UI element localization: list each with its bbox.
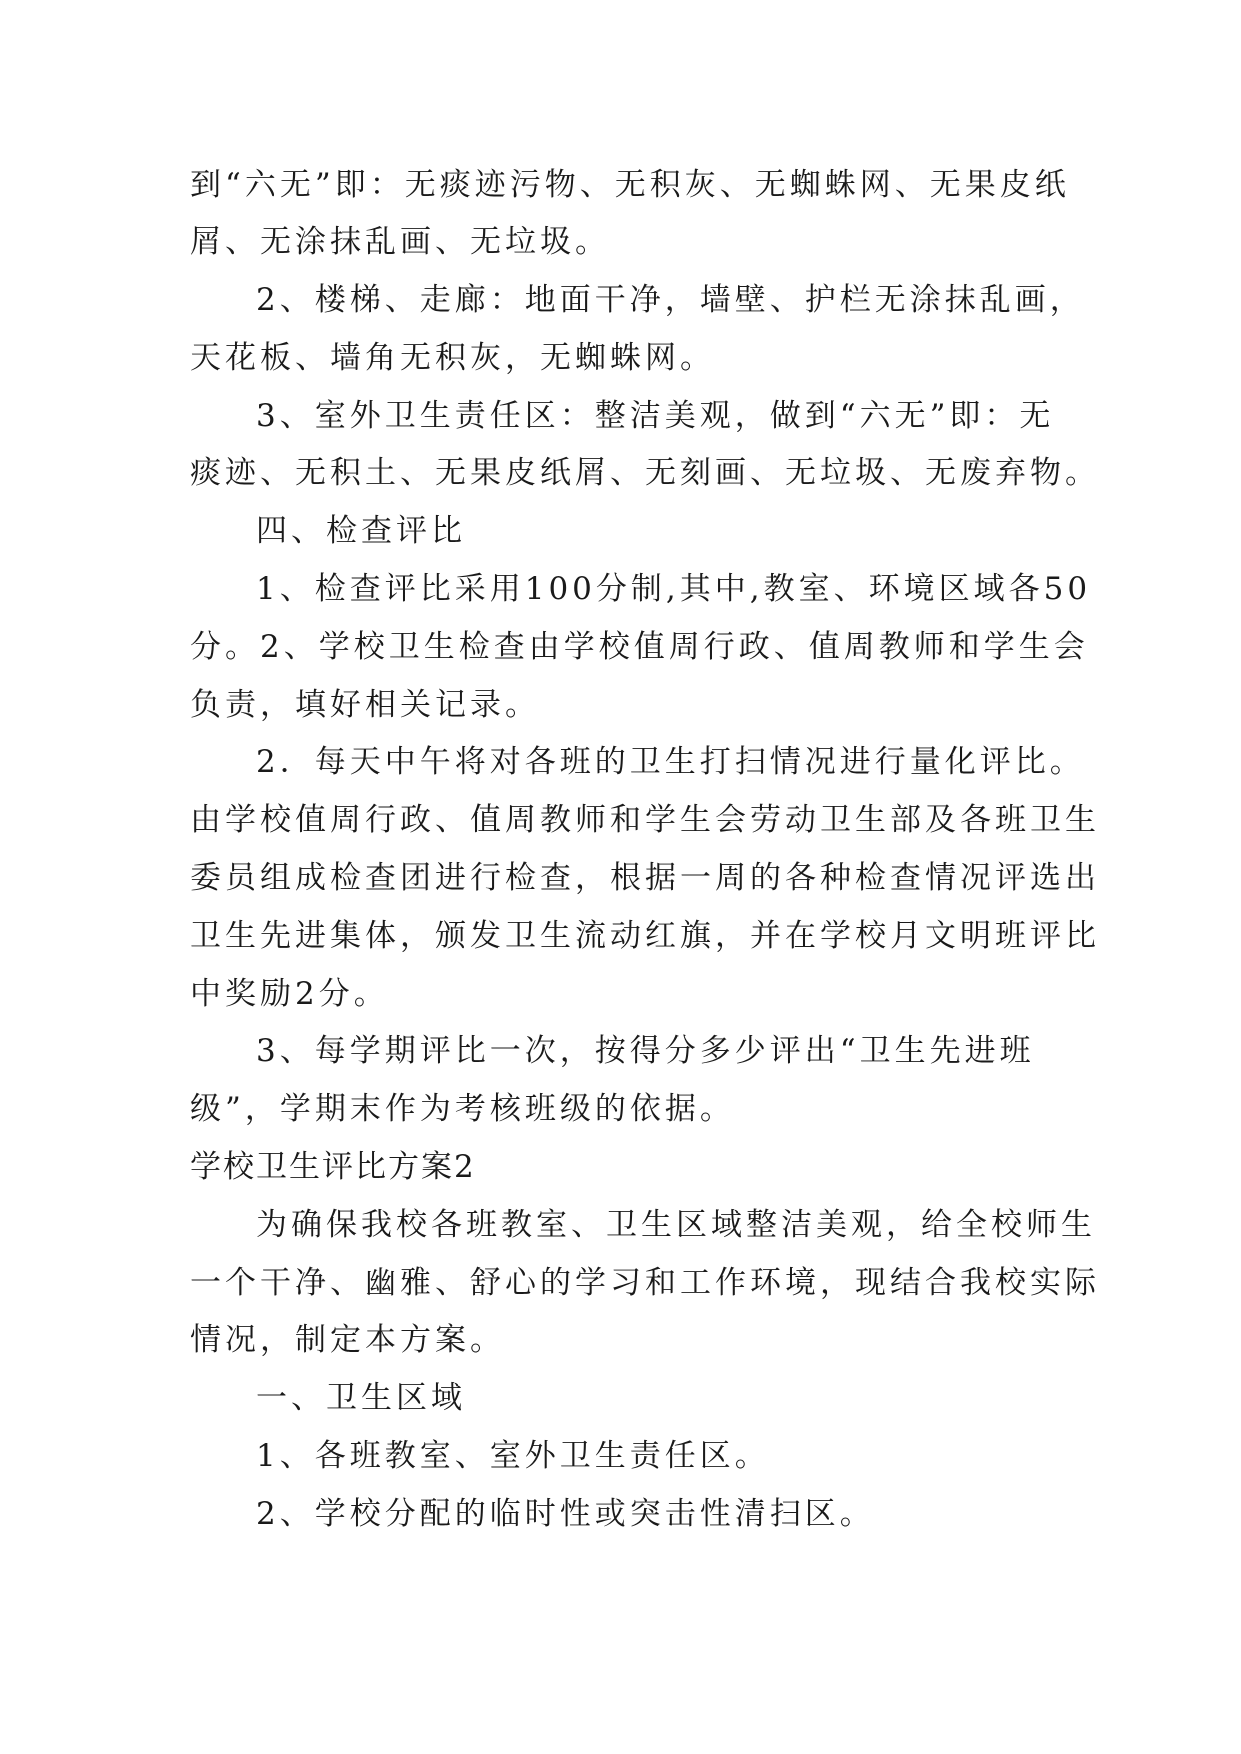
text-line: 到“六无”即：无痰迹污物、无积灰、无蜘蛛网、无果皮纸 bbox=[190, 167, 1070, 203]
paragraph-line: 1、检查评比采用100分制,其中,教室、环境区域各50 bbox=[256, 571, 1092, 607]
paragraph-line: 2．每天中午将对各班的卫生打扫情况进行量化评比。 bbox=[256, 744, 1085, 780]
text-line: 委员组成检查团进行检查，根据一周的各种检查情况评选出 bbox=[190, 860, 1100, 896]
paragraph-line: 为确保我校各班教室、卫生区域整洁美观，给全校师生 bbox=[256, 1207, 1096, 1243]
paragraph-line: 3、室外卫生责任区：整洁美观，做到“六无”即：无 bbox=[256, 398, 1055, 434]
paragraph-line: 1、各班教室、室外卫生责任区。 bbox=[256, 1438, 770, 1474]
text-line: 分。2、学校卫生检查由学校值周行政、值周教师和学生会 bbox=[190, 629, 1089, 665]
paragraph-line: 2、楼梯、走廊：地面干净，墙壁、护栏无涂抹乱画， bbox=[256, 282, 1085, 318]
paragraph-line: 3、每学期评比一次，按得分多少评出“卫生先进班 bbox=[256, 1033, 1035, 1069]
section-heading: 一、卫生区域 bbox=[256, 1380, 466, 1416]
text-line: 负责，填好相关记录。 bbox=[190, 687, 540, 723]
document-title: 学校卫生评比方案2 bbox=[190, 1149, 476, 1185]
text-line: 级”，学期末作为考核班级的依据。 bbox=[190, 1091, 735, 1127]
text-line: 天花板、墙角无积灰，无蜘蛛网。 bbox=[190, 340, 715, 376]
text-line: 情况，制定本方案。 bbox=[190, 1322, 505, 1358]
text-line: 由学校值周行政、值周教师和学生会劳动卫生部及各班卫生 bbox=[190, 802, 1100, 838]
text-line: 卫生先进集体，颁发卫生流动红旗，并在学校月文明班评比 bbox=[190, 918, 1100, 954]
section-heading: 四、检查评比 bbox=[256, 513, 466, 549]
text-line: 中奖励2分。 bbox=[190, 976, 389, 1012]
text-line: 一个干净、幽雅、舒心的学习和工作环境，现结合我校实际 bbox=[190, 1265, 1100, 1301]
paragraph-line: 2、学校分配的临时性或突击性清扫区。 bbox=[256, 1496, 875, 1532]
text-line: 痰迹、无积土、无果皮纸屑、无刻画、无垃圾、无废弃物。 bbox=[190, 455, 1100, 491]
text-line: 屑、无涂抹乱画、无垃圾。 bbox=[190, 224, 610, 260]
